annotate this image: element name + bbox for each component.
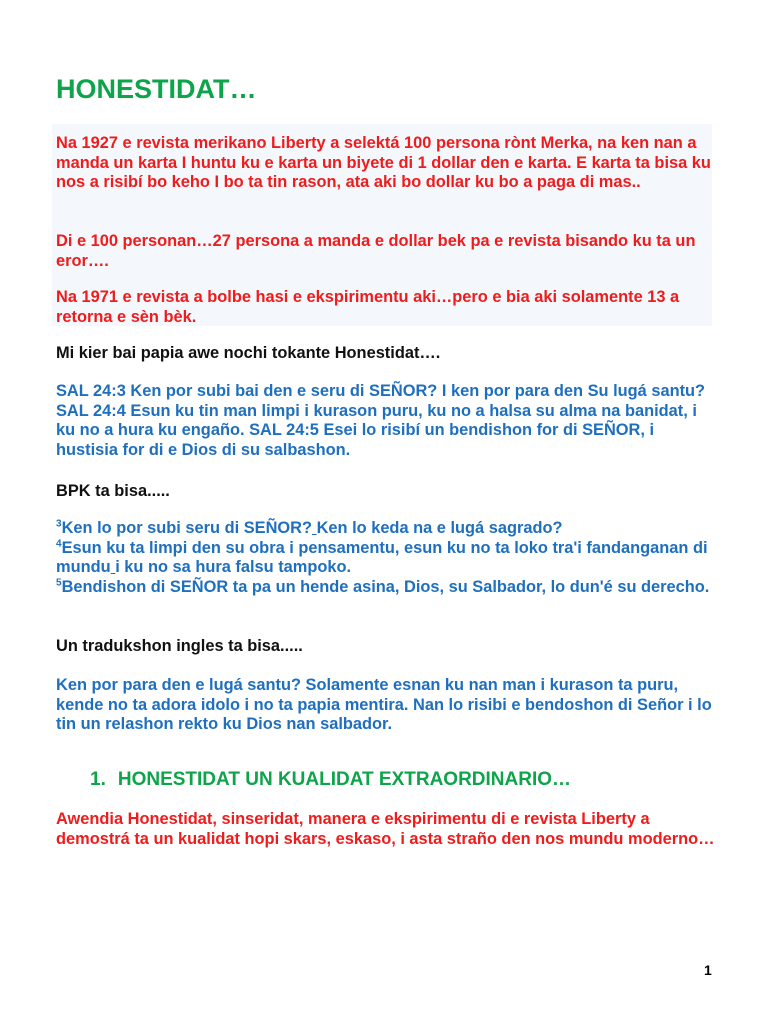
intro-paragraph-3: Na 1971 e revista a bolbe hasi e ekspirimentu aki…pero e bia aki solamente 13 a retorna e sèn bèk. [56, 288, 680, 326]
psalm-paragraph: SAL 24:3 Ken por subi bai den e seru di SEÑOR? I ken por para den Su lugá santu? SAL 24:4 Esun ku tin man limpi i kurason puru, ku no a halsa su alma na banidat, i ku no a hura ku engaño. SAL 24:5 Esei lo risibí un bendishon for di SEÑOR, i hustisia for di e Dios di su salbashon. [56, 382, 706, 459]
closing-paragraph: Awendia Honestidat, sinseridat, manera e ekspirimentu di e revista Liberty a demostrá ta un kualidat hopi skars, eskaso, i asta straño den nos mundu moderno… [56, 810, 715, 848]
verse-number: 4 [56, 538, 62, 550]
intro-paragraph-2: Di e 100 personan…27 persona a manda e dollar bek pa e revista bisando ku ta un eror…. [56, 232, 696, 270]
bpk-label: BPK ta bisa..... [56, 482, 170, 500]
verse-number: 5 [56, 577, 62, 589]
english-translation: Ken por para den e lugá santu? Solamente esnan ku nan man i kurason ta puru, kende no ta adora idolo i no ta papia mentira. Nan lo risibi e bendoshon di Señor i lo tin un relashon rekto ku Dios nan salbador. [56, 676, 712, 733]
english-label: Un tradukshon ingles ta bisa..... [56, 637, 303, 655]
page-title: HONESTIDAT… [56, 74, 257, 104]
intro-paragraph-1: Na 1927 e revista merikano Liberty a selektá 100 persona rònt Merka, na ken nan a manda un karta I huntu ku e karta un biyete di 1 dollar den e karta. E karta ta bisa ku nos a risibí bo keho I bo ta tin rason, ata aki bo dollar ku bo a paga di mas.. [56, 134, 711, 191]
verse-number: 3 [56, 518, 62, 530]
verse-4 [56, 539, 716, 578]
bpk-verses [56, 519, 716, 597]
verse-4-part-a: Esun ku ta limpi den su obra i pensamentu, esun ku no ta loko tra'i fandanganan di mundu [56, 538, 708, 576]
section-number: 1. [90, 769, 106, 790]
verse-5 [56, 578, 716, 598]
section-title: HONESTIDAT UN KUALIDAT EXTRAORDINARIO… [117, 769, 572, 790]
verse-3-part-b: Ken lo keda na e lugá sagrado? [316, 519, 563, 537]
page-number: 1 [704, 962, 712, 978]
verse-3-part-a: Ken lo por subi seru di SEÑOR? [61, 519, 312, 537]
verse-4-part-b: i ku no sa hura falsu tampoko. [115, 558, 352, 576]
section-heading [90, 768, 571, 792]
verse-5-text: Bendishon di SEÑOR ta pa un hende asina, Dios, su Salbador, lo dun'é su derecho. [61, 577, 710, 596]
lead-paragraph: Mi kier bai papia awe nochi tokante Honestidat…. [56, 344, 441, 362]
verse-3 [56, 519, 716, 539]
